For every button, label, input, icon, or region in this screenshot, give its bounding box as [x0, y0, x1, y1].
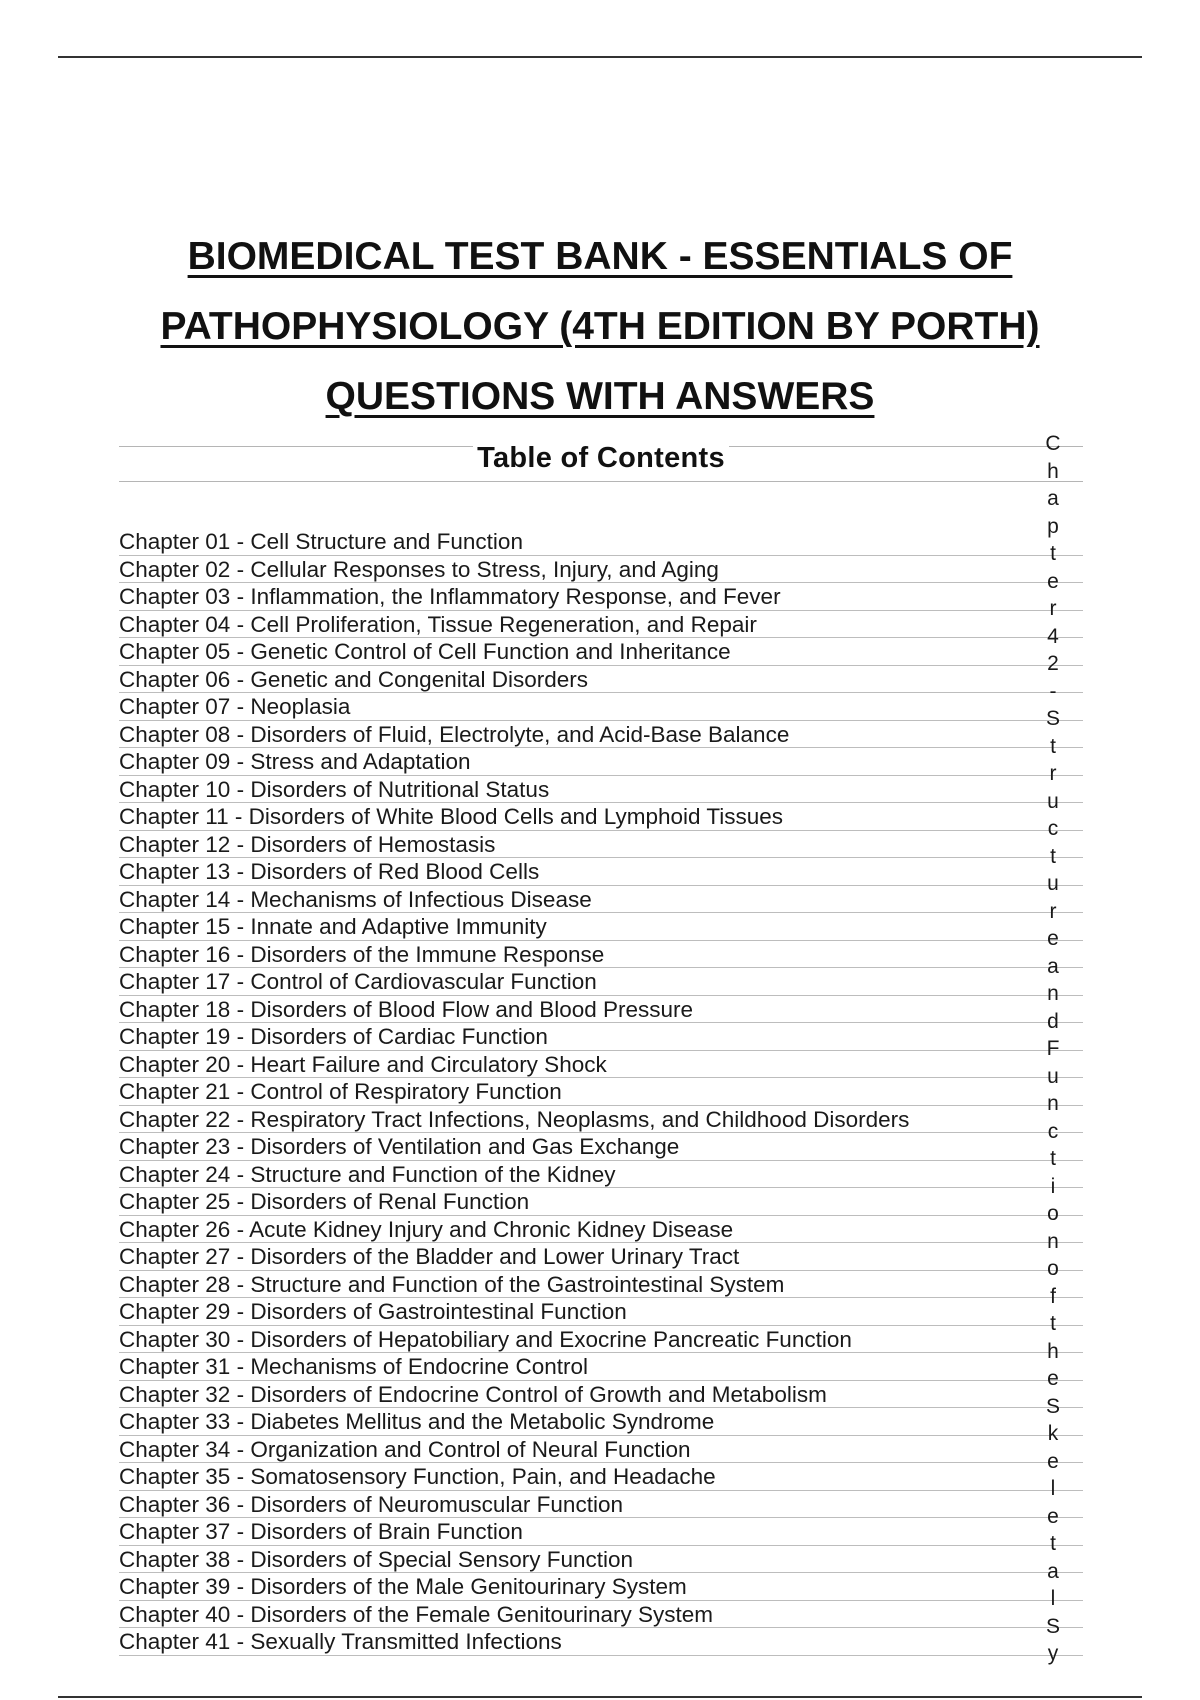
toc-chapter-entry[interactable]: Chapter 35 - Somatosensory Function, Pain, and Headache: [119, 1463, 1083, 1491]
toc-list: [119, 528, 1083, 1656]
vertical-char: 4: [1047, 624, 1059, 648]
toc-chapter-entry[interactable]: Chapter 06 - Genetic and Congenital Disorders: [119, 666, 1083, 694]
vertical-char: C: [1045, 432, 1061, 455]
vertical-char: e: [1047, 569, 1059, 593]
toc-chapter-entry[interactable]: Chapter 28 - Structure and Function of the Gastrointestinal System: [119, 1271, 1083, 1299]
toc-chapter-entry[interactable]: Chapter 03 - Inflammation, the Inflammatory Response, and Fever: [119, 583, 1083, 611]
vertical-char: k: [1047, 1422, 1059, 1445]
toc-chapter-entry[interactable]: Chapter 20 - Heart Failure and Circulatory Shock: [119, 1051, 1083, 1079]
toc-chapter-entry[interactable]: Chapter 26 - Acute Kidney Injury and Chronic Kidney Disease: [119, 1216, 1083, 1244]
vertical-char: n: [1047, 1092, 1059, 1115]
vertical-char: S: [1045, 1394, 1060, 1418]
toc-heading: Table of Contents: [473, 442, 729, 474]
vertical-char: p: [1047, 514, 1059, 538]
vertical-char: e: [1047, 1504, 1059, 1528]
toc-chapter-entry[interactable]: Chapter 16 - Disorders of the Immune Response: [119, 941, 1083, 969]
vertical-char: r: [1049, 597, 1057, 620]
vertical-char: o: [1047, 1257, 1059, 1280]
toc-chapter-entry[interactable]: Chapter 29 - Disorders of Gastrointestinal Function: [119, 1298, 1083, 1326]
toc-chapter-entry[interactable]: Chapter 40 - Disorders of the Female Genitourinary System: [119, 1601, 1083, 1629]
toc-chapter-entry[interactable]: Chapter 24 - Structure and Function of the Kidney: [119, 1161, 1083, 1189]
vertical-char: a: [1047, 954, 1059, 978]
vertical-char: r: [1049, 899, 1057, 923]
toc-chapter-entry[interactable]: Chapter 38 - Disorders of Special Sensory Function: [119, 1546, 1083, 1574]
toc-chapter-entry[interactable]: Chapter 32 - Disorders of Endocrine Control of Growth and Metabolism: [119, 1381, 1083, 1409]
vertical-char: h: [1047, 459, 1059, 483]
toc-chapter-entry[interactable]: Chapter 19 - Disorders of Cardiac Function: [119, 1023, 1083, 1051]
vertical-char: t: [1050, 1312, 1056, 1335]
vertical-char: d: [1047, 1009, 1059, 1033]
title-line-3: QUESTIONS WITH ANSWERS: [325, 375, 875, 418]
toc-chapter-entry[interactable]: Chapter 15 - Innate and Adaptive Immunity: [119, 913, 1083, 941]
toc-chapter-entry[interactable]: Chapter 04 - Cell Proliferation, Tissue Regeneration, and Repair: [119, 611, 1083, 639]
vertical-char: u: [1047, 1064, 1059, 1088]
bottom-rule: [58, 1696, 1142, 1698]
toc-chapter-entry[interactable]: Chapter 02 - Cellular Responses to Stress, Injury, and Aging: [119, 556, 1083, 584]
vertical-char: e: [1047, 927, 1059, 950]
title-line-1: BIOMEDICAL TEST BANK - ESSENTIALS OF: [187, 235, 1013, 278]
vertical-char: u: [1047, 872, 1059, 895]
vertical-char: t: [1050, 1532, 1056, 1555]
toc-chapter-entry[interactable]: Chapter 41 - Sexually Transmitted Infections: [119, 1628, 1083, 1656]
vertical-char: o: [1047, 1202, 1059, 1225]
toc-chapter-entry[interactable]: Chapter 17 - Control of Cardiovascular Function: [119, 968, 1083, 996]
vertical-char: -: [1049, 679, 1057, 703]
toc-chapter-entry[interactable]: Chapter 37 - Disorders of Brain Function: [119, 1518, 1083, 1546]
vertical-char: 2: [1047, 652, 1059, 675]
vertical-char: l: [1050, 1587, 1056, 1610]
vertical-char: t: [1050, 844, 1056, 868]
toc-heading-row: [119, 442, 1083, 482]
vertical-char: S: [1045, 707, 1060, 730]
toc-chapter-entry[interactable]: Chapter 08 - Disorders of Fluid, Electrolyte, and Acid-Base Balance: [119, 721, 1083, 749]
vertical-char: t: [1050, 1147, 1056, 1170]
toc-chapter-entry[interactable]: Chapter 11 - Disorders of White Blood Cells and Lymphoid Tissues: [119, 803, 1083, 831]
vertical-char: n: [1047, 982, 1059, 1005]
vertical-char: t: [1050, 734, 1056, 758]
toc-chapter-entry[interactable]: Chapter 13 - Disorders of Red Blood Cells: [119, 858, 1083, 886]
vertical-char: t: [1050, 542, 1056, 565]
toc-chapter-entry[interactable]: Chapter 05 - Genetic Control of Cell Function and Inheritance: [119, 638, 1083, 666]
vertical-char: h: [1047, 1339, 1059, 1363]
vertical-char: i: [1050, 1174, 1056, 1198]
top-rule: [58, 56, 1142, 58]
vertical-char: l: [1050, 1477, 1056, 1500]
vertical-char: y: [1047, 1642, 1059, 1665]
toc-chapter-entry[interactable]: Chapter 09 - Stress and Adaptation: [119, 748, 1083, 776]
document-title: [100, 222, 1100, 432]
toc-chapter-entry[interactable]: Chapter 33 - Diabetes Mellitus and the Metabolic Syndrome: [119, 1408, 1083, 1436]
toc-chapter-entry[interactable]: Chapter 01 - Cell Structure and Function: [119, 528, 1083, 556]
toc-chapter-entry[interactable]: Chapter 22 - Respiratory Tract Infections, Neoplasms, and Childhood Disorders: [119, 1106, 1083, 1134]
toc-chapter-entry[interactable]: Chapter 31 - Mechanisms of Endocrine Control: [119, 1353, 1083, 1381]
toc-chapter-entry[interactable]: Chapter 14 - Mechanisms of Infectious Disease: [119, 886, 1083, 914]
toc-chapter-entry[interactable]: Chapter 18 - Disorders of Blood Flow and Blood Pressure: [119, 996, 1083, 1024]
toc-chapter-entry[interactable]: Chapter 30 - Disorders of Hepatobiliary and Exocrine Pancreatic Function: [119, 1326, 1083, 1354]
vertical-char: e: [1047, 1449, 1059, 1473]
toc-chapter-entry[interactable]: Chapter 12 - Disorders of Hemostasis: [119, 831, 1083, 859]
toc-chapter-entry[interactable]: Chapter 23 - Disorders of Ventilation and Gas Exchange: [119, 1133, 1083, 1161]
vertical-char: a: [1047, 1559, 1059, 1583]
toc-chapter-entry[interactable]: Chapter 39 - Disorders of the Male Genitourinary System: [119, 1573, 1083, 1601]
vertical-char: S: [1045, 1614, 1060, 1638]
vertical-char: F: [1046, 1037, 1060, 1060]
toc-chapter-entry[interactable]: Chapter 34 - Organization and Control of Neural Function: [119, 1436, 1083, 1464]
toc-chapter-entry[interactable]: Chapter 27 - Disorders of the Bladder and Lower Urinary Tract: [119, 1243, 1083, 1271]
vertical-char: e: [1047, 1367, 1059, 1390]
vertical-char: u: [1047, 789, 1059, 813]
vertical-char: c: [1047, 1119, 1059, 1143]
toc-chapter-entry[interactable]: Chapter 10 - Disorders of Nutritional Status: [119, 776, 1083, 804]
vertical-char: a: [1047, 487, 1059, 510]
toc-chapter-entry[interactable]: Chapter 21 - Control of Respiratory Function: [119, 1078, 1083, 1106]
vertical-char: n: [1047, 1229, 1059, 1253]
toc-chapter-entry[interactable]: Chapter 07 - Neoplasia: [119, 693, 1083, 721]
vertical-overflow-chapter-entry: [1038, 430, 1068, 1668]
title-line-2: PATHOPHYSIOLOGY (4TH EDITION BY PORTH): [160, 305, 1040, 348]
vertical-char: f: [1050, 1284, 1056, 1308]
toc-chapter-entry[interactable]: Chapter 36 - Disorders of Neuromuscular Function: [119, 1491, 1083, 1519]
vertical-char: c: [1047, 817, 1059, 840]
vertical-char: r: [1049, 762, 1057, 785]
toc-chapter-entry[interactable]: Chapter 25 - Disorders of Renal Function: [119, 1188, 1083, 1216]
